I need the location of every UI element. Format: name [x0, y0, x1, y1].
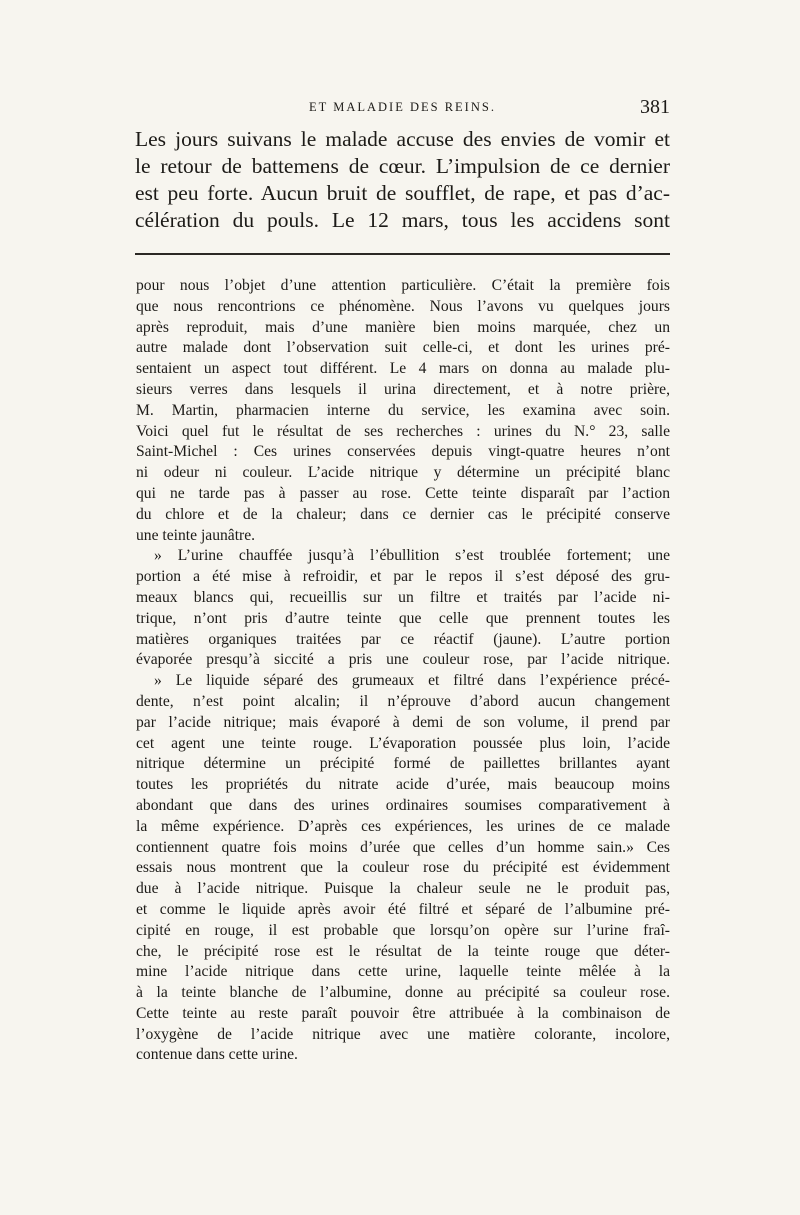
footnote-line: mine l’acide nitrique dans cette urine, laquelle teinte mêlée à la	[136, 963, 670, 981]
main-text	[135, 126, 670, 234]
footnote-line: ni odeur ni couleur. L’acide nitrique y détermine un précipité blanc	[136, 464, 670, 482]
running-header	[135, 96, 670, 118]
footnote-line: contenue dans cette urine.	[136, 1046, 298, 1064]
footnote-line: abondant que dans des urines ordinaires soumises comparativement à	[136, 796, 670, 814]
footnote-line: toutes les propriétés du nitrate acide d’urée, mais beaucoup moins	[136, 776, 670, 794]
footnote-line: l’oxygène de l’acide nitrique avec une matière colorante, incolore,	[136, 1025, 670, 1043]
footnote-line: contiennent quatre fois moins d’urée que celles d’un homme sain.» Ces	[136, 838, 670, 856]
footnote-line: une teinte jaunâtre.	[136, 526, 256, 544]
footnote-line: che, le précipité rose est le résultat de la teinte rouge que déter-	[136, 942, 670, 960]
footnote-line: matières organiques traitées par ce réactif (jaune). L’autre portion	[136, 630, 670, 648]
footnote-line: Saint-Michel : Ces urines conservées depuis vingt-quatre heures n’ont	[136, 443, 670, 461]
page-number: 381	[640, 96, 670, 118]
footnote-line: cet agent une teinte rouge. L’évaporation poussée plus loin, l’acide	[136, 734, 670, 752]
footnote-line: Voici quel fut le résultat de ses recherches : urines du N.° 23, salle	[136, 422, 670, 440]
footnote-line: et comme le liquide après avoir été filtré et séparé de l’albumine pré-	[136, 900, 670, 918]
footnote-line: sentaient un aspect tout différent. Le 4 mars on donna au malade plu-	[136, 360, 670, 378]
footnote-line: nitrique détermine un précipité formé de paillettes brillantes ayant	[136, 755, 670, 773]
footnote-line: » L’urine chauffée jusqu’à l’ébullition s’est troublée fortement; une	[154, 547, 670, 565]
footnote-line: meaux blancs qui, recueillis sur un filtre et traités par l’acide ni-	[136, 588, 670, 606]
footnote-line: à la teinte blanche de l’albumine, donne au précipité sa couleur rose.	[136, 984, 670, 1002]
footnote-line: M. Martin, pharmacien interne du service, les examina avec soin.	[136, 401, 670, 419]
footnote	[136, 276, 670, 1066]
footnote-line: portion a été mise à refroidir, et par le repos il s’est déposé des gru-	[136, 568, 670, 586]
footnote-line: trique, n’ont pris d’autre teinte que celle que prennent toutes les	[136, 609, 670, 627]
footnote-line: essais nous montrent que la couleur rose du précipité est évidemment	[136, 859, 670, 877]
footnote-line: évaporée presqu’à siccité a pris une couleur rose, par l’acide nitrique.	[136, 651, 670, 669]
footnote-line: la même expérience. D’après ces expériences, les urines de ce malade	[136, 817, 670, 835]
footnote-line: après reproduit, mais d’une manière bien moins marquée, chez un	[136, 318, 670, 336]
footnote-line: sieurs verres dans lesquels il urina directement, et à notre prière,	[136, 380, 670, 398]
main-text-line: est peu forte. Aucun bruit de soufflet, de rape, et pas d’ac-	[135, 181, 670, 205]
footnote-line: Cette teinte au reste paraît pouvoir être attribuée à la combinaison de	[136, 1004, 670, 1022]
footnote-line: due à l’acide nitrique. Puisque la chaleur seule ne le produit pas,	[136, 880, 670, 898]
footnote-line: qui ne tarde pas à passer au rose. Cette teinte disparaît par l’action	[136, 484, 670, 502]
footnote-line: du chlore et de la chaleur; dans ce dernier cas le précipité conserve	[136, 505, 670, 523]
footnote-line: » Le liquide séparé des grumeaux et filtré dans l’expérience précé-	[154, 672, 670, 690]
running-title: ET MALADIE DES REINS.	[309, 100, 496, 114]
footnote-line: autre malade dont l’observation suit celle-ci, et dont les urines pré-	[136, 339, 670, 357]
main-text-line: le retour de battemens de cœur. L’impulsion de ce dernier	[135, 154, 670, 178]
footnote-line: dente, n’est point alcalin; il n’éprouve d’abord aucun changement	[136, 692, 670, 710]
footnote-line: cipité en rouge, il est probable que lorsqu’on opère sur l’urine fraî-	[136, 921, 670, 939]
footnote-line: pour nous l’objet d’une attention particulière. C’était la première fois	[136, 277, 670, 294]
footnote-rule	[135, 253, 670, 255]
main-text-line: célération du pouls. Le 12 mars, tous les accidens sont	[135, 208, 670, 232]
footnote-line: que nous rencontrions ce phénomène. Nous l’avons vu quelques jours	[136, 297, 670, 315]
main-text-line: Les jours suivans le malade accuse des envies de vomir et	[135, 127, 670, 151]
footnote-line: par l’acide nitrique; mais évaporé à demi de son volume, il prend par	[136, 713, 670, 731]
